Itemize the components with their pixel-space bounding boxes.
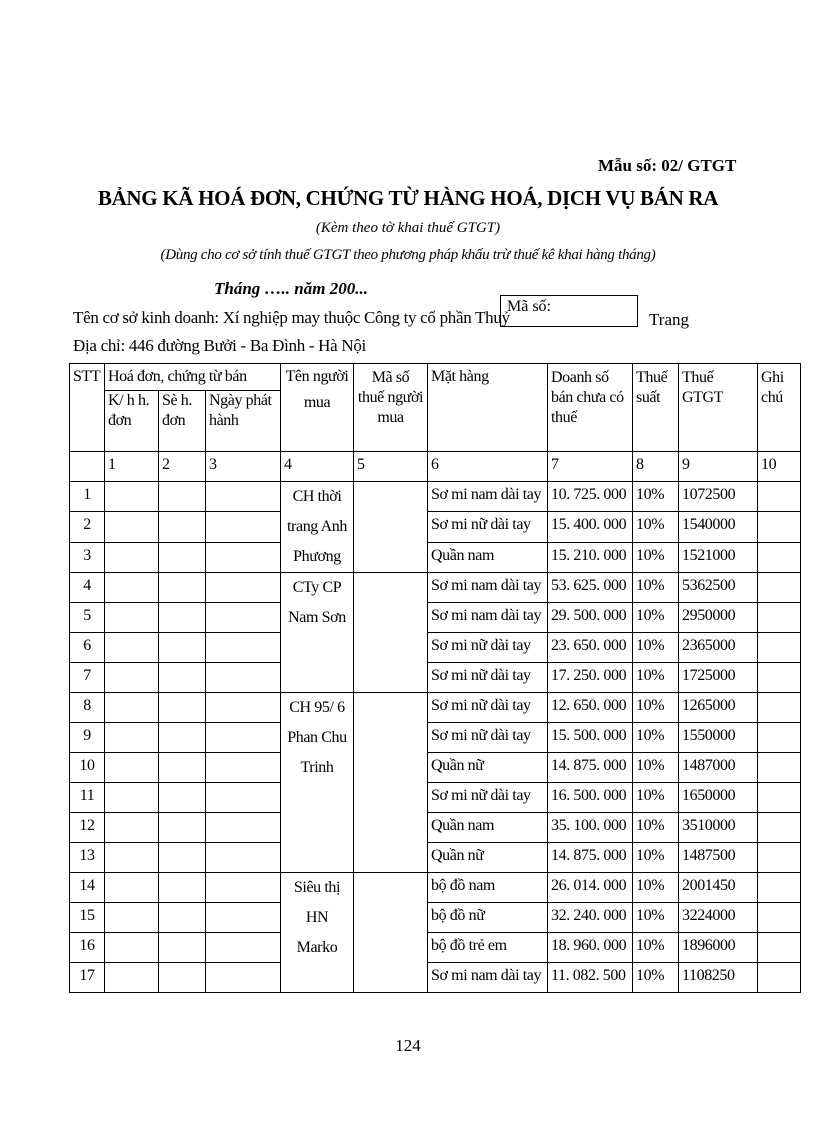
cell-buyer-name: Siêu thị HN Marko [281, 873, 354, 993]
cell-invoice-number [159, 753, 206, 783]
cell-buyer-tax-code [354, 693, 428, 873]
cell-stt: 3 [70, 542, 105, 572]
cell-revenue: 14. 875. 000 [548, 843, 633, 873]
cell-revenue: 15. 500. 000 [548, 723, 633, 753]
cell-tax-rate: 10% [633, 753, 679, 783]
cell-tax-rate: 10% [633, 903, 679, 933]
cell-invoice-number [159, 813, 206, 843]
cell-issue-date [206, 542, 281, 572]
cell-item: Sơ mi nữ dài tay [428, 633, 548, 663]
reporting-period: Tháng ….. năm 200... [214, 279, 368, 298]
table-row [70, 903, 801, 933]
table-row [70, 512, 801, 542]
header-issue-date: Ngày phát hành [206, 391, 281, 452]
cell-vat: 1108250 [679, 963, 758, 993]
header-buyer-tax-code: Mã số thuế người mua [354, 364, 428, 452]
tax-code-box [500, 295, 638, 327]
cell-issue-date [206, 663, 281, 693]
cell-revenue: 35. 100. 000 [548, 813, 633, 843]
cell-tax-rate: 10% [633, 873, 679, 903]
cell-issue-date [206, 512, 281, 542]
document-title: BẢNG KÃ HOÁ ĐƠN, CHỨNG TỪ HÀNG HOÁ, DỊCH VỤ BÁN RA [97, 186, 719, 210]
cell-issue-date [206, 482, 281, 512]
cell-issue-date [206, 843, 281, 873]
cell-invoice-number [159, 903, 206, 933]
cell-stt: 17 [70, 963, 105, 993]
cell-buyer-name: CH 95/ 6 Phan Chu Trinh [281, 693, 354, 873]
cell-note [758, 573, 801, 603]
cell-stt: 9 [70, 723, 105, 753]
header-revenue: Doanh số bán chưa có thuế [548, 364, 633, 452]
cell-invoice-number [159, 783, 206, 813]
table-row [70, 603, 801, 633]
column-number: 5 [354, 452, 428, 482]
cell-invoice-symbol [105, 753, 159, 783]
cell-revenue: 18. 960. 000 [548, 933, 633, 963]
cell-revenue: 10. 725. 000 [548, 482, 633, 512]
cell-vat: 1550000 [679, 723, 758, 753]
cell-tax-rate: 10% [633, 573, 679, 603]
table-row [70, 933, 801, 963]
table-row [70, 633, 801, 663]
cell-vat: 1487500 [679, 843, 758, 873]
cell-vat: 2365000 [679, 633, 758, 663]
cell-issue-date [206, 753, 281, 783]
cell-invoice-symbol [105, 933, 159, 963]
column-number: 1 [105, 452, 159, 482]
header-vat: Thuế GTGT [679, 364, 758, 452]
header-invoice-symbol: K/ h h. đơn [105, 391, 159, 452]
cell-issue-date [206, 633, 281, 663]
cell-invoice-number [159, 633, 206, 663]
cell-revenue: 26. 014. 000 [548, 873, 633, 903]
cell-note [758, 903, 801, 933]
cell-revenue: 11. 082. 500 [548, 963, 633, 993]
cell-issue-date [206, 813, 281, 843]
table-row [70, 693, 801, 723]
cell-vat: 2001450 [679, 873, 758, 903]
cell-stt: 4 [70, 573, 105, 603]
cell-note [758, 843, 801, 873]
cell-stt: 13 [70, 843, 105, 873]
column-number: 7 [548, 452, 633, 482]
table-row [70, 783, 801, 813]
cell-item: Sơ mi nữ dài tay [428, 723, 548, 753]
table-body [70, 482, 801, 993]
cell-invoice-number [159, 873, 206, 903]
cell-invoice-symbol [105, 723, 159, 753]
cell-note [758, 663, 801, 693]
cell-stt: 8 [70, 693, 105, 723]
column-number: 4 [281, 452, 354, 482]
table-row [70, 753, 801, 783]
cell-buyer-tax-code [354, 873, 428, 993]
cell-tax-rate: 10% [633, 693, 679, 723]
cell-invoice-symbol [105, 633, 159, 663]
cell-issue-date [206, 933, 281, 963]
cell-stt: 7 [70, 663, 105, 693]
cell-invoice-symbol [105, 903, 159, 933]
cell-invoice-number [159, 843, 206, 873]
subtitle-attachment: (Kèm theo tờ khai thuế GTGT) [315, 220, 501, 236]
header-note: Ghi chú [758, 364, 801, 452]
tax-code-label: Mã số: [507, 298, 551, 315]
cell-revenue: 32. 240. 000 [548, 903, 633, 933]
cell-invoice-number [159, 663, 206, 693]
cell-tax-rate: 10% [633, 663, 679, 693]
cell-stt: 10 [70, 753, 105, 783]
cell-note [758, 753, 801, 783]
table-row [70, 663, 801, 693]
cell-item: Sơ mi nữ dài tay [428, 512, 548, 542]
table-row [70, 573, 801, 603]
cell-vat: 1521000 [679, 542, 758, 572]
cell-item: bộ đồ trẻ em [428, 933, 548, 963]
cell-item: Quần nam [428, 813, 548, 843]
cell-tax-rate: 10% [633, 723, 679, 753]
cell-item: Quần nữ [428, 843, 548, 873]
cell-vat: 3224000 [679, 903, 758, 933]
cell-invoice-number [159, 482, 206, 512]
cell-issue-date [206, 783, 281, 813]
page-number: 124 [395, 1036, 421, 1055]
cell-issue-date [206, 873, 281, 903]
cell-invoice-symbol [105, 693, 159, 723]
cell-revenue: 15. 400. 000 [548, 512, 633, 542]
cell-note [758, 963, 801, 993]
cell-tax-rate: 10% [633, 512, 679, 542]
column-number-row [70, 452, 801, 482]
table-row [70, 542, 801, 572]
cell-vat: 1265000 [679, 693, 758, 723]
cell-issue-date [206, 723, 281, 753]
column-number: 2 [159, 452, 206, 482]
cell-vat: 1896000 [679, 933, 758, 963]
cell-tax-rate: 10% [633, 963, 679, 993]
cell-stt: 1 [70, 482, 105, 512]
cell-invoice-number [159, 512, 206, 542]
cell-issue-date [206, 603, 281, 633]
cell-stt: 5 [70, 603, 105, 633]
cell-stt: 15 [70, 903, 105, 933]
cell-issue-date [206, 903, 281, 933]
cell-revenue: 16. 500. 000 [548, 783, 633, 813]
cell-tax-rate: 10% [633, 933, 679, 963]
form-number: Mẫu số: 02/ GTGT [598, 156, 737, 175]
cell-invoice-symbol [105, 783, 159, 813]
cell-item: bộ đồ nam [428, 873, 548, 903]
cell-issue-date [206, 573, 281, 603]
cell-buyer-tax-code [354, 482, 428, 573]
cell-tax-rate: 10% [633, 843, 679, 873]
cell-note [758, 512, 801, 542]
cell-item: Sơ mi nam dài tay [428, 573, 548, 603]
cell-item: Sơ mi nữ dài tay [428, 693, 548, 723]
column-number-blank [70, 452, 105, 482]
page-label: Trang [649, 310, 689, 329]
cell-note [758, 783, 801, 813]
table-row [70, 813, 801, 843]
cell-vat: 1540000 [679, 512, 758, 542]
cell-tax-rate: 10% [633, 783, 679, 813]
cell-tax-rate: 10% [633, 603, 679, 633]
cell-stt: 16 [70, 933, 105, 963]
cell-invoice-number [159, 693, 206, 723]
cell-invoice-number [159, 723, 206, 753]
cell-note [758, 933, 801, 963]
table-row [70, 843, 801, 873]
column-number: 6 [428, 452, 548, 482]
cell-invoice-symbol [105, 482, 159, 512]
table-row [70, 723, 801, 753]
table-row [70, 963, 801, 993]
cell-revenue: 14. 875. 000 [548, 753, 633, 783]
cell-invoice-symbol [105, 813, 159, 843]
cell-vat: 3510000 [679, 813, 758, 843]
cell-invoice-number [159, 573, 206, 603]
cell-tax-rate: 10% [633, 482, 679, 512]
cell-tax-rate: 10% [633, 633, 679, 663]
cell-tax-rate: 10% [633, 542, 679, 572]
subtitle-usage: (Dùng cho cơ sở tính thuế GTGT theo phương pháp khấu trừ thuế kê khai hàng tháng) [160, 247, 656, 263]
header-row-1 [70, 364, 801, 391]
cell-tax-rate: 10% [633, 813, 679, 843]
cell-buyer-tax-code [354, 573, 428, 693]
invoice-table [69, 363, 801, 993]
table-row [70, 873, 801, 903]
cell-note [758, 873, 801, 903]
table-row [70, 482, 801, 512]
cell-item: Quần nam [428, 542, 548, 572]
cell-issue-date [206, 693, 281, 723]
cell-invoice-symbol [105, 512, 159, 542]
cell-revenue: 15. 210. 000 [548, 542, 633, 572]
cell-revenue: 12. 650. 000 [548, 693, 633, 723]
cell-note [758, 482, 801, 512]
cell-issue-date [206, 963, 281, 993]
business-name: Tên cơ sở kinh doanh: Xí nghiệp may thuộc Công ty cổ phần Thuỷ [73, 308, 510, 327]
cell-stt: 6 [70, 633, 105, 663]
cell-invoice-number [159, 933, 206, 963]
cell-stt: 14 [70, 873, 105, 903]
cell-vat: 1650000 [679, 783, 758, 813]
cell-vat: 1725000 [679, 663, 758, 693]
column-number: 3 [206, 452, 281, 482]
cell-vat: 1487000 [679, 753, 758, 783]
cell-invoice-symbol [105, 843, 159, 873]
cell-note [758, 633, 801, 663]
cell-invoice-symbol [105, 663, 159, 693]
cell-invoice-symbol [105, 542, 159, 572]
cell-note [758, 542, 801, 572]
cell-revenue: 23. 650. 000 [548, 633, 633, 663]
header-item: Mặt hàng [428, 364, 548, 452]
cell-invoice-number [159, 542, 206, 572]
column-number: 10 [758, 452, 801, 482]
cell-note [758, 693, 801, 723]
cell-invoice-symbol [105, 573, 159, 603]
cell-buyer-name: CH thời trang Anh Phương [281, 482, 354, 573]
cell-invoice-number [159, 603, 206, 633]
header-tax-rate: Thuế suất [633, 364, 679, 452]
cell-item: bộ đồ nữ [428, 903, 548, 933]
header-buyer-name: Tên người mua [281, 364, 354, 452]
header-invoice-number: Sè h. đơn [159, 391, 206, 452]
cell-revenue: 17. 250. 000 [548, 663, 633, 693]
cell-vat: 2950000 [679, 603, 758, 633]
cell-invoice-symbol [105, 873, 159, 903]
cell-item: Sơ mi nam dài tay [428, 603, 548, 633]
cell-invoice-number [159, 963, 206, 993]
cell-buyer-name: CTy CP Nam Sơn [281, 573, 354, 693]
cell-vat: 1072500 [679, 482, 758, 512]
header-stt: STT [70, 364, 105, 452]
cell-invoice-symbol [105, 963, 159, 993]
cell-stt: 2 [70, 512, 105, 542]
header-invoice-group: Hoá đơn, chứng từ bán [105, 364, 281, 391]
business-address: Địa chỉ: 446 đường Bưởi - Ba Đình - Hà Nội [73, 336, 366, 355]
cell-stt: 11 [70, 783, 105, 813]
cell-note [758, 603, 801, 633]
cell-item: Quần nữ [428, 753, 548, 783]
cell-revenue: 29. 500. 000 [548, 603, 633, 633]
cell-revenue: 53. 625. 000 [548, 573, 633, 603]
column-number: 9 [679, 452, 758, 482]
cell-note [758, 813, 801, 843]
cell-item: Sơ mi nữ dài tay [428, 783, 548, 813]
column-number: 8 [633, 452, 679, 482]
cell-item: Sơ mi nam dài tay [428, 482, 548, 512]
cell-item: Sơ mi nam dài tay [428, 963, 548, 993]
cell-note [758, 723, 801, 753]
cell-stt: 12 [70, 813, 105, 843]
cell-item: Sơ mi nữ dài tay [428, 663, 548, 693]
cell-vat: 5362500 [679, 573, 758, 603]
cell-invoice-symbol [105, 603, 159, 633]
